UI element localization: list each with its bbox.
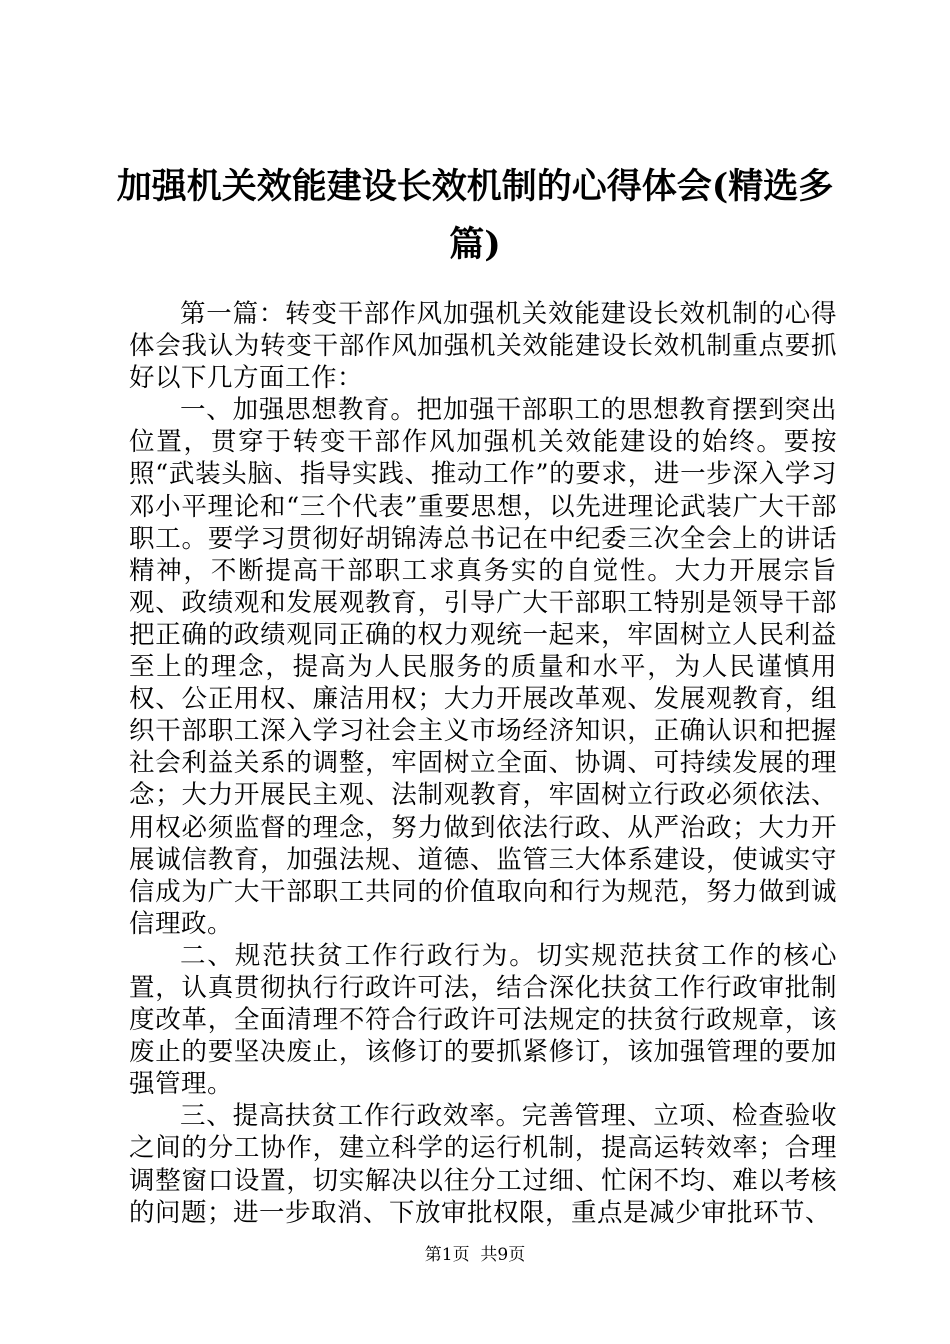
paragraph: 二、规范扶贫工作行政行为。切实规范扶贫工作的核心置，认真贯彻执行行政许可法，结合深化扶贫工作行政审批制度改革，全面清理不符合行政许可法规定的扶贫行政规章，该废止的要坚决废止，该修订的要抓紧修订，该加强管理的要加强管理。: [129, 940, 837, 1100]
paragraph: 一、加强思想教育。把加强干部职工的思想教育摆到突出位置，贯穿于转变干部作风加强机关效能建设的始终。要按照“武装头脑、指导实践、推动工作”的要求，进一步深入学习邓小平理论和“三个代表”重要思想，以先进理论武装广大干部职工。要学习贯彻好胡锦涛总书记在中纪委三次全会上的讲话精神，不断提高干部职工求真务实的自觉性。大力开展宗旨观、政绩观和发展观教育，引导广大干部职工特别是领导干部把正确的政绩观同正确的权力观统一起来，牢固树立人民利益至上的理念，提高为人民服务的质量和水平，为人民谨慎用权、公正用权、廉洁用权；大力开展改革观、发展观教育，组织干部职工深入学习社会主义市场经济知识，正确认识和把握社会利益关系的调整，牢固树立全面、协调、可持续发展的理念；大力开展民主观、法制观教育，牢固树立行政必须依法、用权必须监督的理念，努力做到依法行政、从严治政；大力开展诚信教育，加强法规、道德、监管三大体系建设，使诚实守信成为广大干部职工共同的价值取向和行为规范，努力做到诚信理政。: [129, 395, 837, 939]
page-footer: [0, 1243, 950, 1267]
paragraph: 第一篇：转变干部作风加强机关效能建设长效机制的心得体会我认为转变干部作风加强机关效能建设长效机制重点要抓好以下几方面工作：: [129, 299, 837, 394]
footer-spacer: [470, 1245, 481, 1265]
page-number: 第1页: [424, 1245, 470, 1265]
page-total: 共9页: [480, 1245, 526, 1265]
paragraph: 三、提高扶贫工作行政效率。完善管理、立项、检查验收之间的分工协作，建立科学的运行机制，提高运转效率；合理调整窗口设置，切实解决以往分工过细、忙闲不均、难以考核的问题；进一步取消、下放审批权限，重点是减少审批环节、: [129, 1101, 837, 1228]
document-body: [129, 298, 837, 1229]
document-title: 加强机关效能建设长效机制的心得体会(精选多篇): [116, 166, 834, 265]
